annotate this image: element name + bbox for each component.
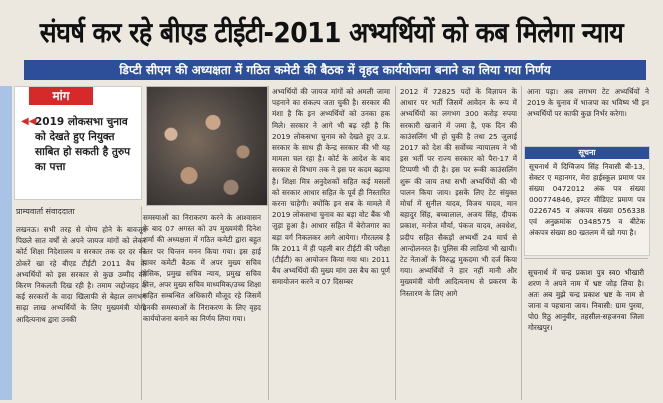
article-column-3 bbox=[272, 86, 390, 400]
article-column-5 bbox=[527, 86, 649, 144]
maang-box bbox=[14, 86, 142, 200]
protest-photo bbox=[146, 86, 268, 206]
article-text: आना पड़ा। अब लगभग टेट अभ्यर्थियों ने 2019 के चुनाव में भाजपा का भविष्य भी इन अभ्यर्थियों पर काफी कुछ निर्भर करेगा। bbox=[527, 87, 649, 119]
maang-label: मांग bbox=[29, 87, 93, 105]
column-divider bbox=[395, 86, 396, 400]
subheadline-bar: डिप्टी सीएम की अध्यक्षता में गठित कमेटी की बैठक में वृहद कार्ययोजना बनाने का लिया गया निर्णय bbox=[24, 60, 646, 80]
notice-text: सूचनार्थ में दिग्विजय सिंह निवासी बी-13, सेक्टर ए महानगर, मेरा हाईस्कूल प्रमाण पत्र संख्या 0472012 अंक पत्र संख्या 000774846, इण्टर मीडिएट प्रमाण पत्र 0226745 व अंकपत्र संख्या 056338 एवं अनुक्रमांक 0348575 व बीटेक अंकपत्र संख्या 80 खतलम में खो गया है। bbox=[529, 162, 645, 237]
side-strip bbox=[0, 86, 12, 400]
article-text: लखनऊ। सभी तरह से योग्य होने के बावजूद पिछले सात वर्षों से अपने जायज मांगों को लेकर कोर्ट शिक्षा निदेशालय व सरकार तक दर दर की ठोकरें खा रहे बीएड टीईटी 2011 बैच के अभ्यर्थियों को इस सरकार से कुछ उम्मीद की किरण निकलती दिख रही है। तमाम जद्दोजहद व कई सरकारों के वादा खिलाफी से बेहाल लगभग साढ़ा लाख अभ्यर्थियों के लिए मुख्यमंत्री योगी आदित्यनाथ द्वारा उनकी bbox=[16, 225, 146, 324]
notice-title: सूचना bbox=[525, 147, 649, 159]
article-column-4 bbox=[400, 86, 517, 400]
column-divider bbox=[521, 86, 522, 400]
double-arrow-icon: ◀◀ bbox=[21, 116, 37, 127]
headline: संघर्ष कर रहे बीएड टीईटी-2011 अभ्यर्थियों को कब मिलेगा न्याय bbox=[39, 16, 624, 49]
article-text: 2012 में 72825 पदों के विज्ञापन के आधार पर भर्ती जिसमें आवेदन के रूप में अभ्यर्थियों का लगभग 300 करोड़ रुपया सरकारी खजाने में जमा है, एक दिन की काउंसलिंग भी हो चुकी है तथा 25 जुलाई 2017 को देश की सर्वोच्च न्यायालय ने भी इस भर्ती पर राज्य सरकार को पैरा-17 में टिप्पणी भी दी है। इस पर रूकी काउंसलिंग शुरू की जाय तथा सभी अभ्यर्थियों की भी पालन किया जाय। इसके लिए टेट संयुक्त मोर्चा में सुनील यादव, विजय यादव, मान बहादुर सिंह, बच्चालाल, अजय सिंह, दीपक प्रकाश, मनोज मौर्या, पंकज यादव, अवधेश, प्रदीप सहित सैकड़ों अभ्यर्थी 24 मार्च से आन्दोलनरत है। पुलिस की लाठियां भी खायी। टेट नेताओं के विरुद्ध मुकदमा भी दर्ज किया गया। अभ्यर्थियों ने हार नहीं मानी और मुख्यमंत्री योगी आदित्यनाथ से प्रकरण के निस्तारण के लिए आगे bbox=[400, 87, 517, 298]
article-column-1 bbox=[16, 224, 146, 400]
article-text: अभ्यर्थियों की जायज मांगों को अमली जामा पहनाने का संकल्प जता चुकी है। सरकार की मंशा है कि इन अभ्यर्थियों को उनका हक मिले। सरकार ने आगे भी बढ़ रही है कि 2019 लोकसभा चुनाव को देखते हुए उ.प्र. सरकार के साथ ही केन्द्र सरकार की भी यह मामला चल रहा है। कोर्ट के आदेश के बाद सरकार से विभाग तक ने इस पर कदम बढ़ाया है। शिक्षा मित्र अनुदेशकों सहित कई मसलों को सरकार आधार सहित के पूर्व ही निस्तारित करना चाहेगी। क्योंकि इन सब के मामले में 2019 लोकसभा चुनाव का बड़ा वोट बैंक भी जुड़ा हुआ है। आधार सहित में बेरोजगार का बड़ा वर्ग निकलकर आगे आयेगा। गौरतलब है कि 2011 में ही पहली बार टीईटी की परीक्षा (टीईटी) का आयोजन किया गया था। 2011 बैच अभ्यर्थियों की मुख्य मांग उस बैच का पूर्ण समायोजन करने व 07 दिसम्बर bbox=[272, 87, 390, 287]
column-divider bbox=[268, 86, 269, 400]
top-strip bbox=[0, 0, 663, 8]
notice-box bbox=[524, 146, 650, 256]
maang-text: 2019 लोकसभा चुनाव को देखते हुए नियुक्त साबित हो सकती है तुरुप का पत्ता bbox=[35, 116, 131, 173]
article-text: समस्याओं का निराकरण करने के आश्वासन के बाद 07 अगस्त को उप मुख्यमंत्री दिनेश शर्मा की अध्यक्षता में गठित कमेटी द्वारा बहुत स्तर पर चिन्तन मनन किया गया। इस हाई पावर कमेटी बैठक में अपर मुख्य सचिव बेसिक, प्रमुख सचिव न्याय, प्रमुख सचिव वित्त, अपर मुख्य सचिव माध्यमिक/उच्च शिक्षा सहित सम्बन्धित अधिकारी मौजूद रहे जिसमें इनकी समस्याओं के निराकरण के लिए वृहद कार्ययोजना बनाने का निर्णय लिया गया। bbox=[143, 213, 261, 323]
notice-box-2 bbox=[524, 258, 648, 399]
notice-text-2: सूचनार्थ में चन्द्र प्रकाश पुत्र स्व0 भीखारी शरण ने अपने नाम में भ्रष्ट जोड़ लिया है। अतः अब मुझे चन्द्र प्रकाश भ्रष्ट के नाम से जाना व पहचाना जाय। निवासी: ग्राम पुरवा, पो0 रिठु आनुवीर, तहसील-सहजनवा जिला गोरखपुर। bbox=[528, 268, 644, 332]
byline: प्राम्यवार्ता संवाददाता bbox=[16, 207, 75, 216]
article-column-2 bbox=[143, 212, 261, 400]
crowd-image bbox=[147, 87, 267, 205]
